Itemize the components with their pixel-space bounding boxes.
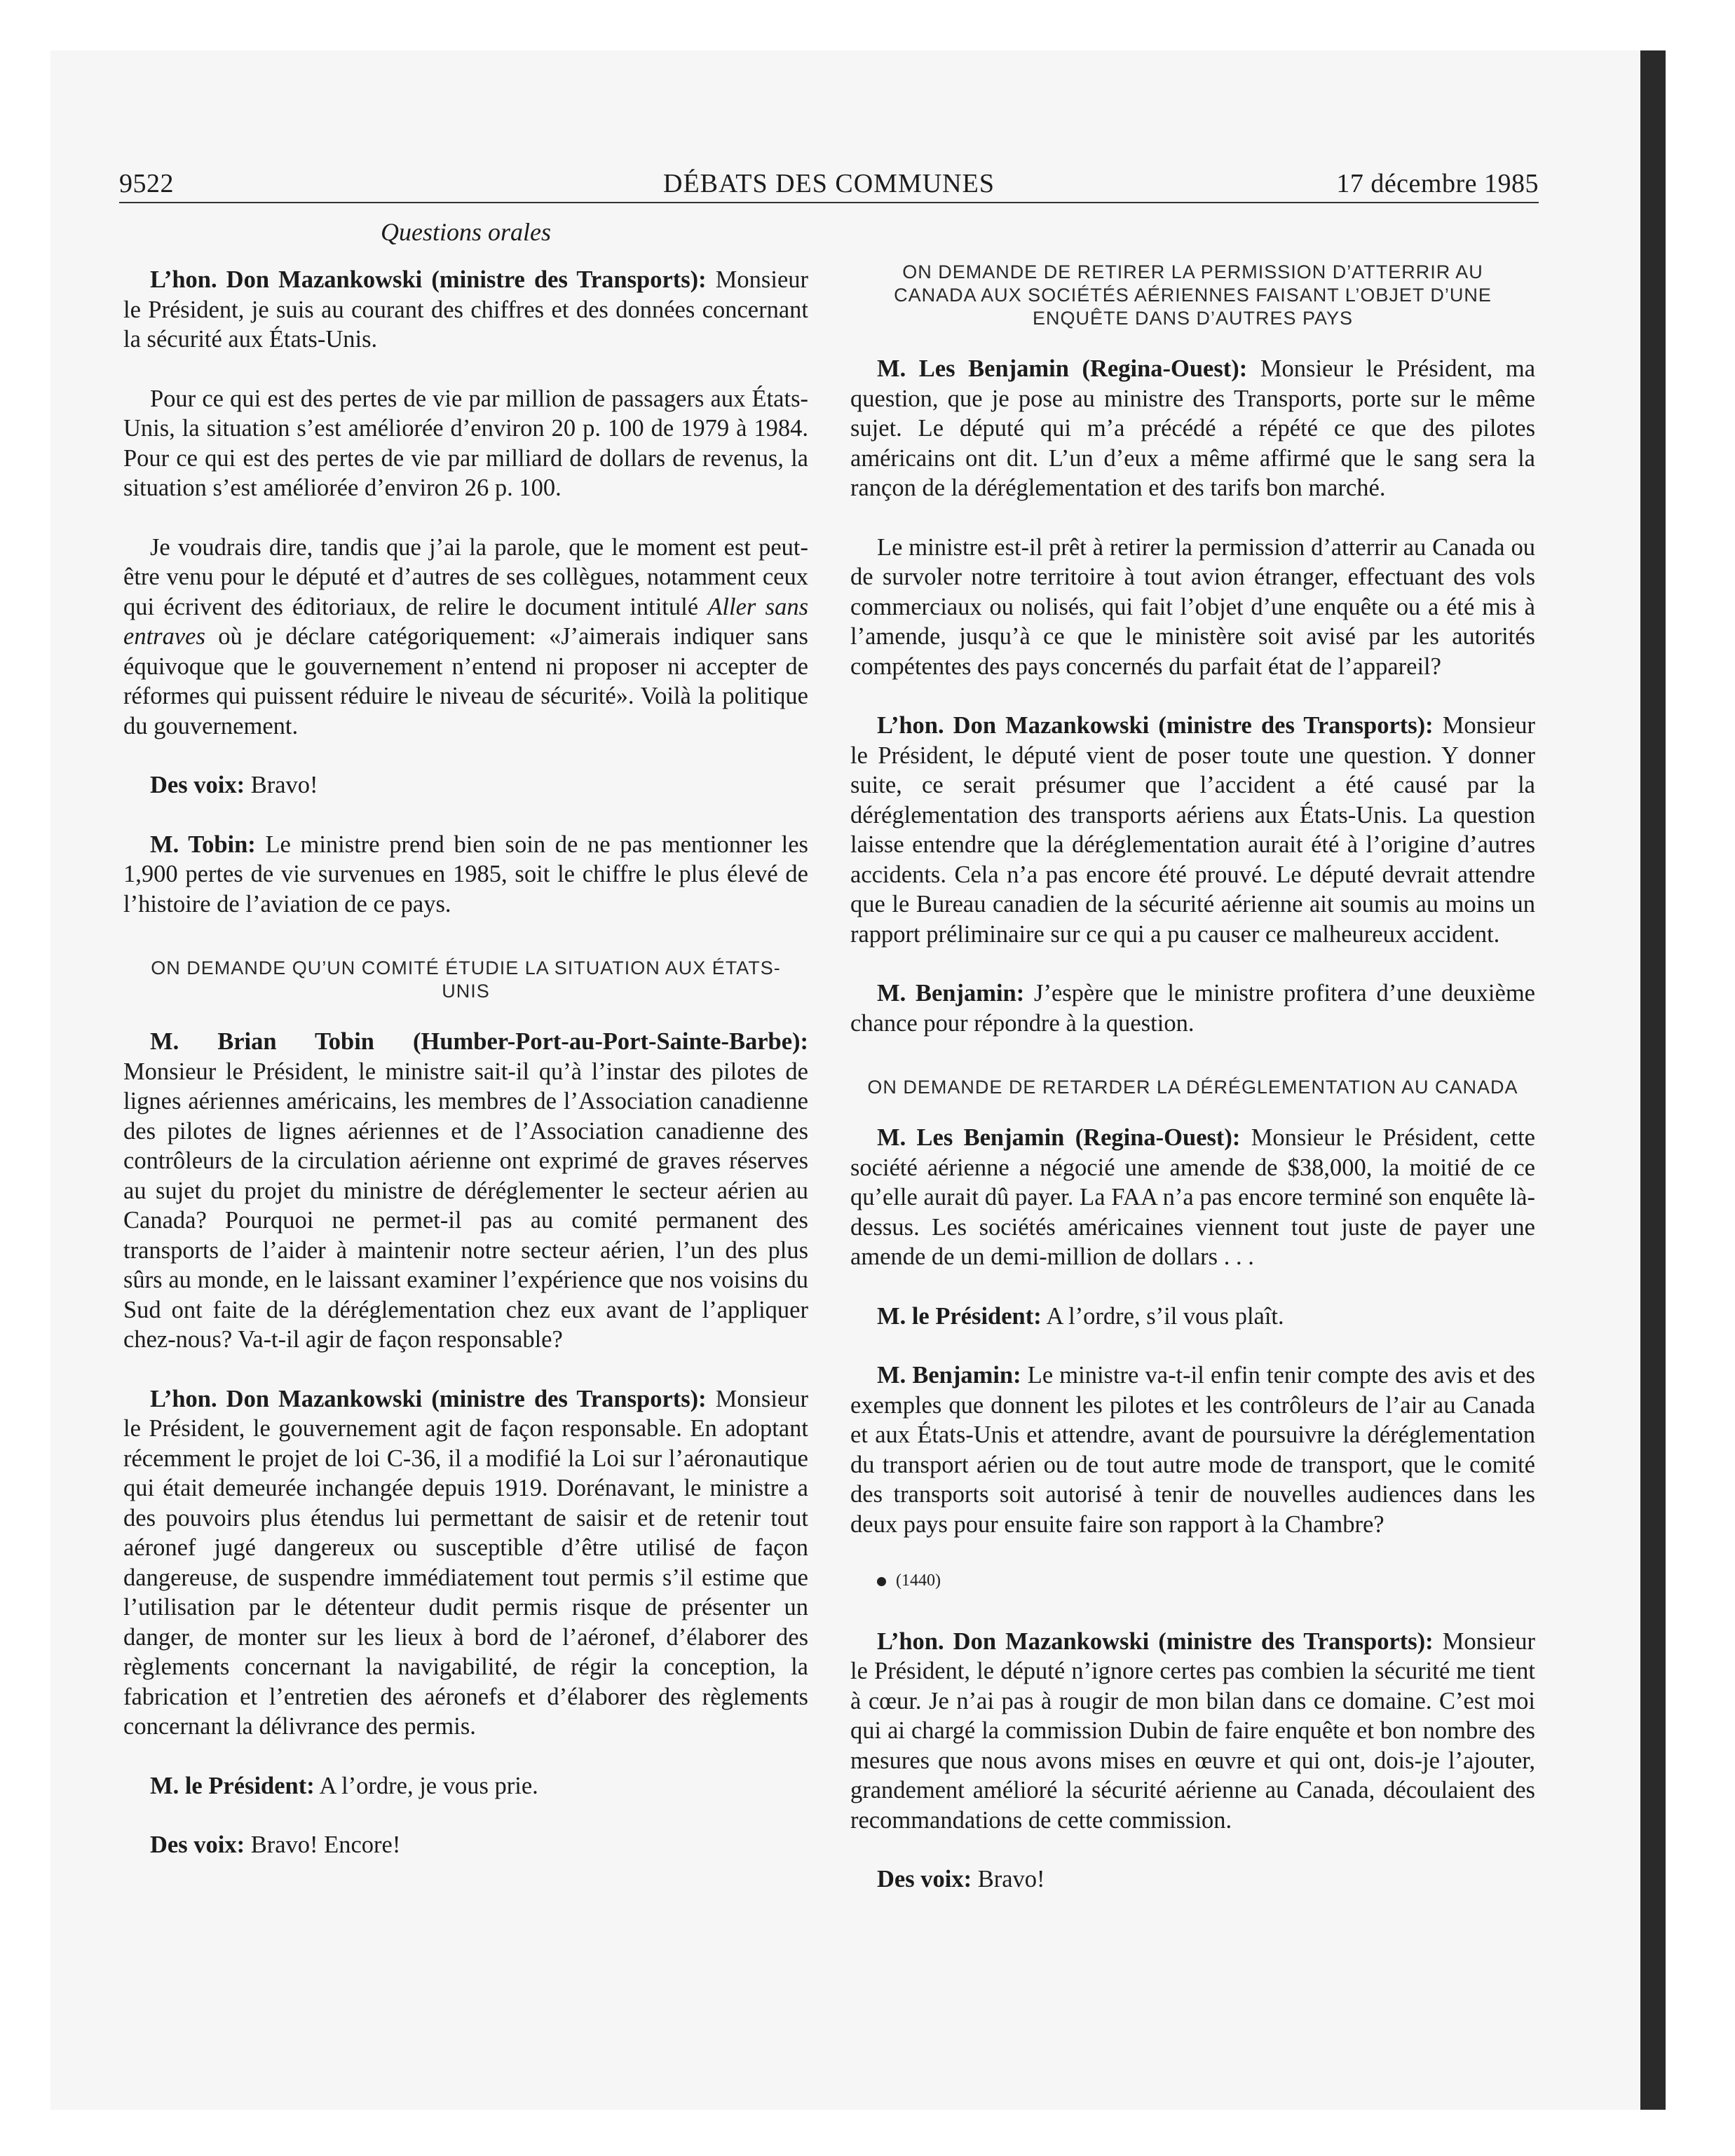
paragraph — [850, 1864, 1535, 1895]
paragraph: Le ministre est-il prêt à retirer la permission d’atterrir au Canada ou de survoler notre territoire à tout avion étranger, effectuant des vols commerciaux ou nolisés, qui fait l’objet d’une enquête ou a été mis à l’amende, jusqu’à ce que le ministère soit avisé par les autorités compétentes des pays concernés du parfait état de l’appareil? — [850, 533, 1535, 680]
paragraph — [123, 1771, 808, 1801]
speech-text: Monsieur le Président, cette société aérienne a négocié une amende de $38,000, la moitié de ce qu’elle aurait dû payer. La FAA n’a pas encore terminé son enquête là-dessus. Les sociétés américaines viennent tout juste de payer une amende de un demi-million de dollars . . . — [850, 1124, 1535, 1270]
page-header — [119, 168, 1539, 200]
speech-text: où je déclare catégoriquement: «J’aimerais indiquer sans équivoque que le gouvernement n’entend ni proposer ni accepter de réformes qui puissent réduire le niveau de sécurité». Voilà la politique du gouvernement. — [123, 623, 808, 739]
speech-text: Bravo! — [972, 1866, 1045, 1892]
paragraph — [123, 533, 808, 742]
speaker-name: M. Les Benjamin (Regina-Ouest): — [877, 1124, 1241, 1151]
paragraph: Pour ce qui est des pertes de vie par million de passagers aux États-Unis, la situation s’est améliorée d’environ 20 p. 100 de 1979 à 1984. Pour ce qui est des pertes de vie par milliard de dollars de revenus, la situation s’est améliorée d’environ 26 p. 100. — [123, 385, 808, 501]
left-column — [123, 217, 808, 1890]
section-heading: ON DEMANDE DE RETIRER LA PERMISSION D’ATTERRIR AU CANADA AUX SOCIÉTÉS AÉRIENNES FAISANT L’OBJET D’UNE ENQUÊTE DANS D’AUTRES PAYS — [894, 261, 1492, 329]
speaker-name: M. Tobin: — [150, 831, 256, 858]
paragraph — [850, 354, 1535, 503]
speaker-name: M. le Président: — [877, 1302, 1042, 1330]
speaker-name: L’hon. Don Mazankowski (ministre des Transports): — [877, 1628, 1434, 1655]
speech-text: A l’ordre, s’il vous plaît. — [1041, 1302, 1284, 1330]
section-heading: ON DEMANDE DE RETARDER LA DÉRÉGLEMENTATION AU CANADA — [867, 1077, 1518, 1098]
speech-text: Le ministre prend bien soin de ne pas mentionner les 1,900 pertes de vie survenues en 1985, soit le chiffre le plus élevé de l’histoire de l’aviation de ce pays. — [123, 831, 808, 917]
speaker-name: L’hon. Don Mazankowski (ministre des Transports): — [150, 266, 707, 293]
paragraph — [123, 1027, 808, 1355]
speaker-name: L’hon. Don Mazankowski (ministre des Transports): — [877, 712, 1434, 739]
speech-text: J’espère que le ministre profitera d’une deuxième chance pour répondre à la question. — [850, 980, 1535, 1037]
paragraph — [850, 978, 1535, 1038]
publication-title: DÉBATS DES COMMUNES — [663, 169, 995, 198]
speaker-name: M. Benjamin: — [877, 980, 1025, 1007]
header-rule — [119, 202, 1539, 203]
bullet-icon — [877, 1577, 886, 1586]
page-number: 9522 — [119, 169, 174, 198]
paragraph — [123, 770, 808, 800]
document-title: Aller sans entraves — [123, 593, 808, 650]
paragraph — [850, 711, 1535, 949]
paragraph — [123, 1830, 808, 1860]
section-subtitle: Questions orales — [381, 218, 551, 246]
time-marker — [850, 1566, 1535, 1596]
right-column — [850, 261, 1535, 1924]
speaker-name: M. Benjamin: — [877, 1362, 1021, 1389]
speaker-name: M. le Président: — [150, 1772, 315, 1799]
paragraph — [123, 265, 808, 355]
speech-text: Monsieur le Président, le ministre sait-il qu’à l’instar des pilotes de lignes aériennes américains, les membres de l’Association canadienne des pilotes de lignes aériennes et de l’Association canadienne des contrôleurs de la circulation aérienne ont exprimé de graves réserves au sujet du projet du ministre de déréglementer le secteur aérien au Canada? Pourquoi ne permet-il pas au comité permanent des transports de l’aider à maintenir notre secteur aérien, l’un des plus sûrs au monde, en le laissant examiner l’expérience que nos voisins du Sud ont faite de la déréglementation chez eux avant de l’appliquer chez-nous? Va-t-il agir de façon responsable? — [123, 1058, 808, 1353]
speaker-name: Des voix: — [150, 1831, 245, 1858]
speaker-name: Des voix: — [150, 772, 245, 798]
paragraph — [850, 1123, 1535, 1272]
speaker-name: L’hon. Don Mazankowski (ministre des Transports): — [150, 1385, 707, 1412]
speaker-name: Des voix: — [877, 1866, 972, 1892]
paragraph — [850, 1627, 1535, 1836]
speech-text: Monsieur le Président, le député vient de poser toute une question. Y donner suite, ce serait présumer que l’accident a été causé par la déréglementation des transports aériens aux États-Unis. La question laisse entendre que la déréglementation aurait été à l’origine d’autres accidents. Cela n’a pas encore été prouvé. Le député devrait attendre que le Bureau canadien de la sécurité aérienne ait soumis au moins un rapport préliminaire sur ce qui a pu causer ce malheureux accident. — [850, 712, 1535, 948]
speaker-name: M. Les Benjamin (Regina-Ouest): — [877, 355, 1248, 382]
speech-text: Monsieur le Président, le député n’ignore certes pas combien la sécurité me tient à cœur. Je n’ai pas à rougir de mon bilan dans ce domaine. C’est moi qui ai chargé la commission Dubin de faire enquête et bon nombre des mesures que nous avons mises en œuvre et qui ont, dois-je l’ajouter, grandement amélioré la sécurité aérienne au Canada, découlaient des recommandations de cette commission. — [850, 1628, 1535, 1834]
speech-text: Le ministre va-t-il enfin tenir compte des avis et des exemples que donnent les pilotes et les contrôleurs de l’air au Canada et aux États-Unis et attendre, avant de poursuivre la déréglementation du transport aérien ou de tout autre mode de transport, que le comité des transports soit autorisé à tenir de nouvelles audiences dans les deux pays pour ensuite faire son rapport à la Chambre? — [850, 1362, 1535, 1538]
paragraph — [850, 1302, 1535, 1332]
speech-text: Bravo! — [245, 772, 318, 798]
timestamp-text: (1440) — [896, 1571, 941, 1590]
speech-text: A l’ordre, je vous prie. — [314, 1772, 538, 1799]
publication-date: 17 décembre 1985 — [1336, 169, 1539, 198]
speech-text: Je voudrais dire, tandis que j’ai la parole, que le moment est peut-être venu pour le député et d’autres de ses collègues, notamment ceux qui écrivent des éditoriaux, de relire le document intitulé — [123, 533, 808, 620]
paragraph — [850, 1360, 1535, 1539]
speech-text: Monsieur le Président, je suis au courant des chiffres et des données concernant la sécurité aux États-Unis. — [123, 266, 808, 353]
speech-text: Monsieur le Président, ma question, que je pose au ministre des Transports, porte sur le même sujet. Le député qui m’a précédé a répété ce que des pilotes américains ont dit. L’un d’eux a même affirmé que le sang sera la rançon de la déréglementation et des tarifs bon marché. — [850, 355, 1536, 501]
scan-binding-edge — [1640, 50, 1666, 2110]
paragraph — [123, 830, 808, 920]
paragraph — [123, 1384, 808, 1742]
speech-text: Bravo! Encore! — [245, 1831, 401, 1858]
section-heading: ON DEMANDE QU’UN COMITÉ ÉTUDIE LA SITUATION AUX ÉTATS-UNIS — [151, 957, 781, 1002]
speech-text: Monsieur le Président, le gouvernement agit de façon responsable. En adoptant récemment le projet de loi C-36, il a modifié la Loi sur l’aéronautique qui était demeurée inchangée depuis 1919. Dorénavant, le ministre a des pouvoirs plus étendus lui permettant de saisir et de retenir tout aéronef jugé dangereux ou susceptible d’être utilisé de façon dangereuse, de suspendre immédiatement tout permis s’il estime que l’utilisation par le détenteur dudit permis risque de présenter un danger, de monter sur les lieux à bord de l’aéronef, d’élaborer des règlements concernant la navigabilité, de régir la conception, la fabrication et l’entretien des aéronefs et d’élaborer des règlements concernant la délivrance des permis. — [123, 1385, 808, 1740]
speaker-name: M. Brian Tobin (Humber-Port-au-Port-Sainte-Barbe): — [150, 1028, 808, 1055]
